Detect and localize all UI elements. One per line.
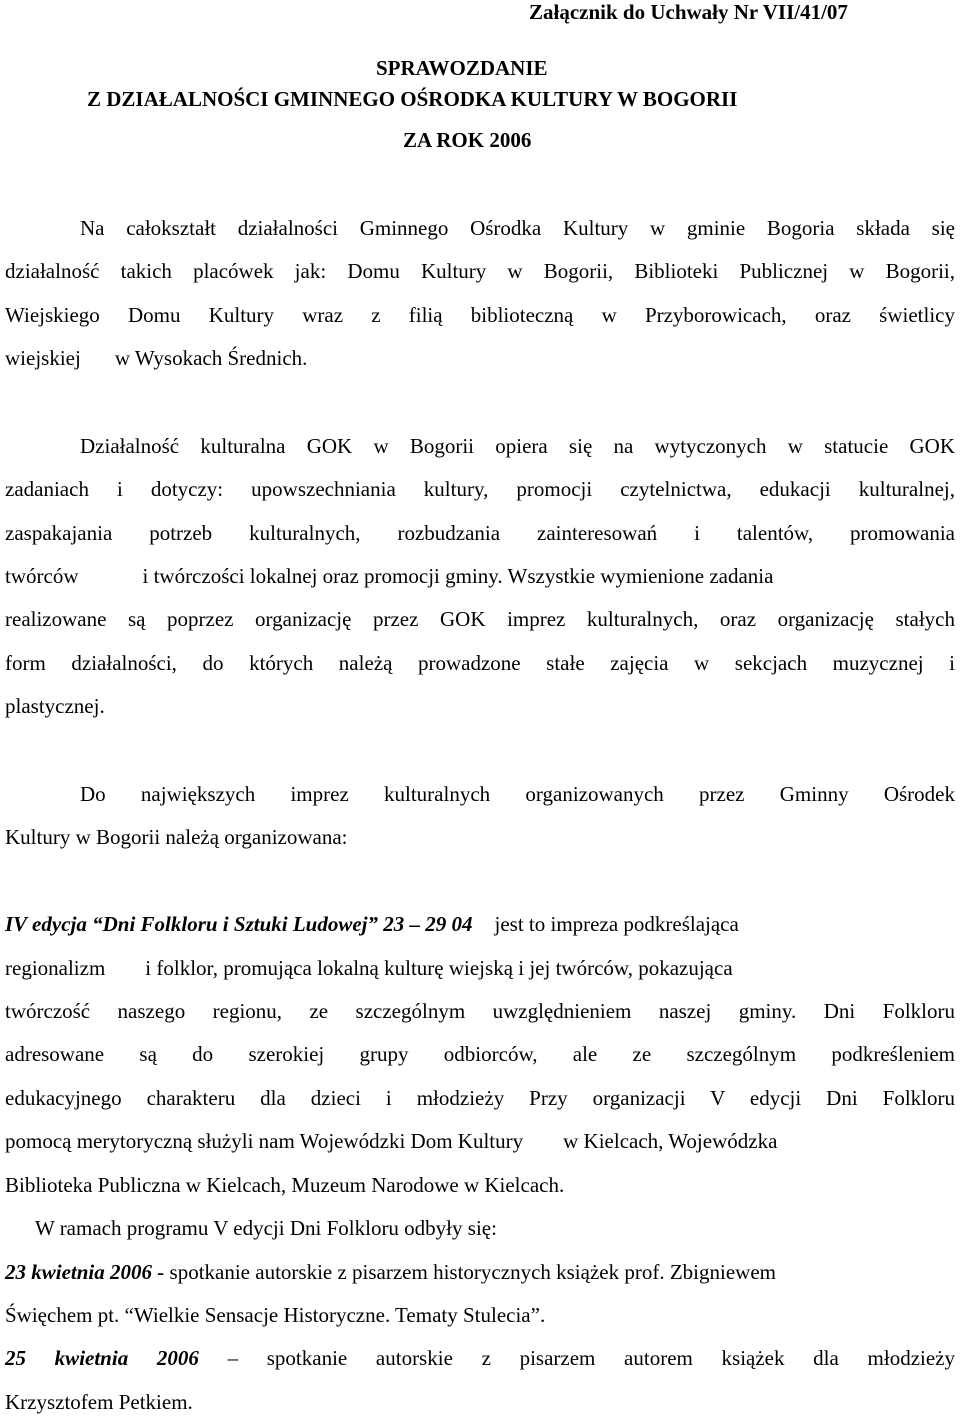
para2-line6: form działalności, do których należą prowadzone stałe zajęcia w sekcjach muzycznej i xyxy=(5,651,955,675)
event-1-date: 23 kwietnia 2006 - xyxy=(5,1260,165,1284)
para4-line1: IV edycja “Dni Folkloru i Sztuki Ludowej” 23 – 29 04 jest to impreza podkreślająca xyxy=(5,912,739,936)
para4-line6: pomocą merytoryczną służyli nam Wojewódzki Dom Kultury w Kielcach, Wojewódzka xyxy=(5,1129,778,1153)
para1-line4: wiejskiej w Wysokach Średnich. xyxy=(5,346,308,370)
para2-line5: realizowane są poprzez organizację przez GOK imprez kulturalnych, oraz organizację stałych xyxy=(5,607,955,631)
event-2-date: 25 kwietnia 2006 xyxy=(5,1346,199,1370)
report-title: SPRAWOZDANIE xyxy=(376,56,548,80)
para2-line4: twórców i twórczości lokalnej oraz promocji gminy. Wszystkie wymienione zadania xyxy=(5,564,774,588)
event-title: IV edycja “Dni Folkloru i Sztuki Ludowej” 23 – 29 04 xyxy=(5,912,473,936)
para2-line7: plastycznej. xyxy=(5,694,105,718)
para4-line2: regionalizm i folklor, promująca lokalną kulturę wiejską i jej twórców, pokazująca xyxy=(5,956,733,980)
para1-line3: Wiejskiego Domu Kultury wraz z filią biblioteczną w Przyborowicach, oraz świetlicy xyxy=(5,303,955,327)
para5-intro: W ramach programu V edycji Dni Folkloru odbyły się: xyxy=(35,1216,497,1240)
para1-line1: Na całokształt działalności Gminnego Ośrodka Kultury w gminie Bogoria składa się xyxy=(80,216,955,240)
event-2-line2: Krzysztofem Petkiem. xyxy=(5,1390,193,1414)
event-1-line2: Święchem pt. “Wielkie Sensacje Historyczne. Tematy Stulecia”. xyxy=(5,1303,546,1327)
para4-line5: edukacyjnego charakteru dla dzieci i młodzieży Przy organizacji V edycji Dni Folkloru xyxy=(5,1086,955,1110)
para2-line2: zadaniach i dotyczy: upowszechniania kultury, promocji czytelnictwa, edukacji kulturalnej, xyxy=(5,477,955,501)
para2-line3: zaspakajania potrzeb kulturalnych, rozbudzania zainteresowań i talentów, promowania xyxy=(5,521,955,545)
attachment-note: Załącznik do Uchwały Nr VII/41/07 xyxy=(529,0,848,24)
para3-line1: Do największych imprez kulturalnych organizowanych przez Gminny Ośrodek xyxy=(80,782,955,806)
report-subtitle: Z DZIAŁALNOŚCI GMINNEGO OŚRODKA KULTURY W BOGORII xyxy=(87,87,738,111)
para4-line7: Biblioteka Publiczna w Kielcach, Muzeum Narodowe w Kielcach. xyxy=(5,1173,565,1197)
para4-line4: adresowane są do szerokiej grupy odbiorców, ale ze szczególnym podkreśleniem xyxy=(5,1042,955,1066)
report-year: ZA ROK 2006 xyxy=(403,128,532,152)
para3-line2: Kultury w Bogorii należą organizowana: xyxy=(5,825,348,849)
para1-line2: działalność takich placówek jak: Domu Kultury w Bogorii, Biblioteki Publicznej w Bogorii, xyxy=(5,259,955,283)
para2-line1: Działalność kulturalna GOK w Bogorii opiera się na wytyczonych w statucie GOK xyxy=(80,434,955,458)
event-1-line1: 23 kwietnia 2006 - spotkanie autorskie z pisarzem historycznych książek prof. Zbigniewem xyxy=(5,1260,776,1284)
para4-line3: twórczość naszego regionu, ze szczególnym uwzględnieniem naszej gminy. Dni Folkloru xyxy=(5,999,955,1023)
event-2-line1: 25 kwietnia 2006 – spotkanie autorskie z pisarzem autorem książek dla młodzieży xyxy=(5,1346,955,1370)
